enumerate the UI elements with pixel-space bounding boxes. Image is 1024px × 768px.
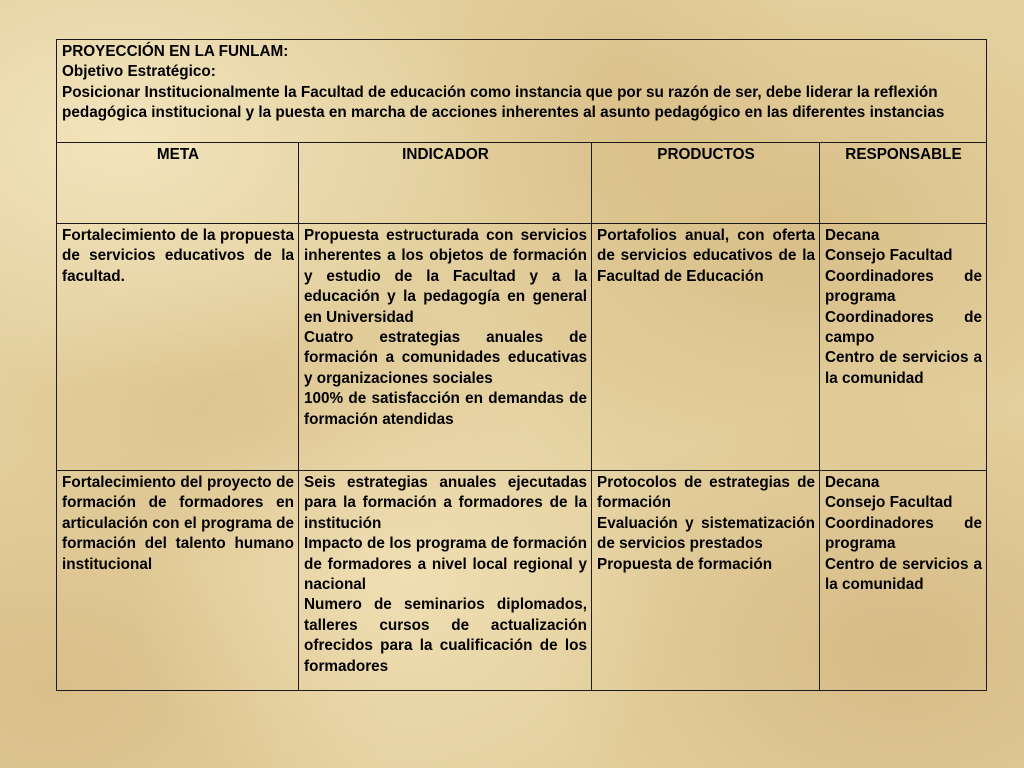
column-header-responsable: RESPONSABLE xyxy=(820,143,987,224)
indicador-item: Impacto de los programa de formación de formadores a nivel local regional y nacional xyxy=(304,535,587,594)
producto-item: Protocolos de estrategias de formación xyxy=(597,474,815,512)
objective-label: Objetivo Estratégico: xyxy=(62,63,216,81)
producto-item: Evaluación y sistematización de servicios prestados xyxy=(597,514,815,553)
responsable-item: Decana xyxy=(825,227,880,244)
meta-text: Fortalecimiento del proyecto de formación de formadores en articulación con el programa de formación del talento humano institucional xyxy=(62,474,294,573)
meta-cell xyxy=(57,471,299,691)
responsable-item: Coordinadores de campo xyxy=(825,308,983,347)
indicador-item: Seis estrategias anuales ejecutadas para la formación a formadores de la institución xyxy=(304,474,587,532)
responsable-cell xyxy=(820,224,987,471)
section-title: PROYECCIÓN EN LA FUNLAM: xyxy=(62,43,289,60)
planning-table xyxy=(56,39,987,691)
productos-cell xyxy=(592,471,820,691)
indicador-cell xyxy=(299,471,592,691)
responsable-item: Centro de servicios a la comunidad xyxy=(825,349,983,387)
responsable-item: Decana xyxy=(825,474,880,491)
column-header-meta: META xyxy=(57,143,299,224)
table-row xyxy=(57,224,987,471)
meta-text: Fortalecimiento de la propuesta de servicios educativos de la facultad. xyxy=(62,227,294,285)
indicador-cell xyxy=(299,224,592,471)
table-header-cell xyxy=(57,40,987,143)
meta-cell xyxy=(57,224,299,471)
responsable-cell xyxy=(820,471,987,691)
objective-text: Posicionar Institucionalmente la Facultad de educación como instancia que por su razón de ser, debe liderar la reflexión pedagógica institucional y la puesta en marcha de acciones inherentes al asunto pedagógico en las diferentes instancias xyxy=(62,83,945,122)
responsable-item: Consejo Facultad xyxy=(825,247,953,265)
producto-item: Propuesta de formación xyxy=(597,555,773,573)
producto-item: Portafolios anual, con oferta de servicios educativos de la Facultad de Educación xyxy=(597,227,815,285)
indicador-item: Cuatro estrategias anuales de formación a comunidades educativas y organizaciones sociales xyxy=(304,329,587,387)
column-header-productos: PRODUCTOS xyxy=(592,143,820,224)
indicador-item: 100% de satisfacción en demandas de formación atendidas xyxy=(304,390,587,428)
indicador-item: Numero de seminarios diplomados, talleres cursos de actualización ofrecidos para la cualificación de los formadores xyxy=(304,596,587,675)
responsable-item: Centro de servicios a la comunidad xyxy=(825,555,983,594)
productos-cell xyxy=(592,224,820,471)
indicador-item: Propuesta estructurada con servicios inherentes a los objetos de formación y estudio de la Facultad y a la educación y la pedagogía en general en Universidad xyxy=(304,227,587,326)
table-row xyxy=(57,471,987,691)
column-header-indicador: INDICADOR xyxy=(299,143,592,224)
responsable-item: Consejo Facultad xyxy=(825,494,953,512)
responsable-item: Coordinadores de programa xyxy=(825,267,983,306)
responsable-item: Coordinadores de programa xyxy=(825,514,983,553)
